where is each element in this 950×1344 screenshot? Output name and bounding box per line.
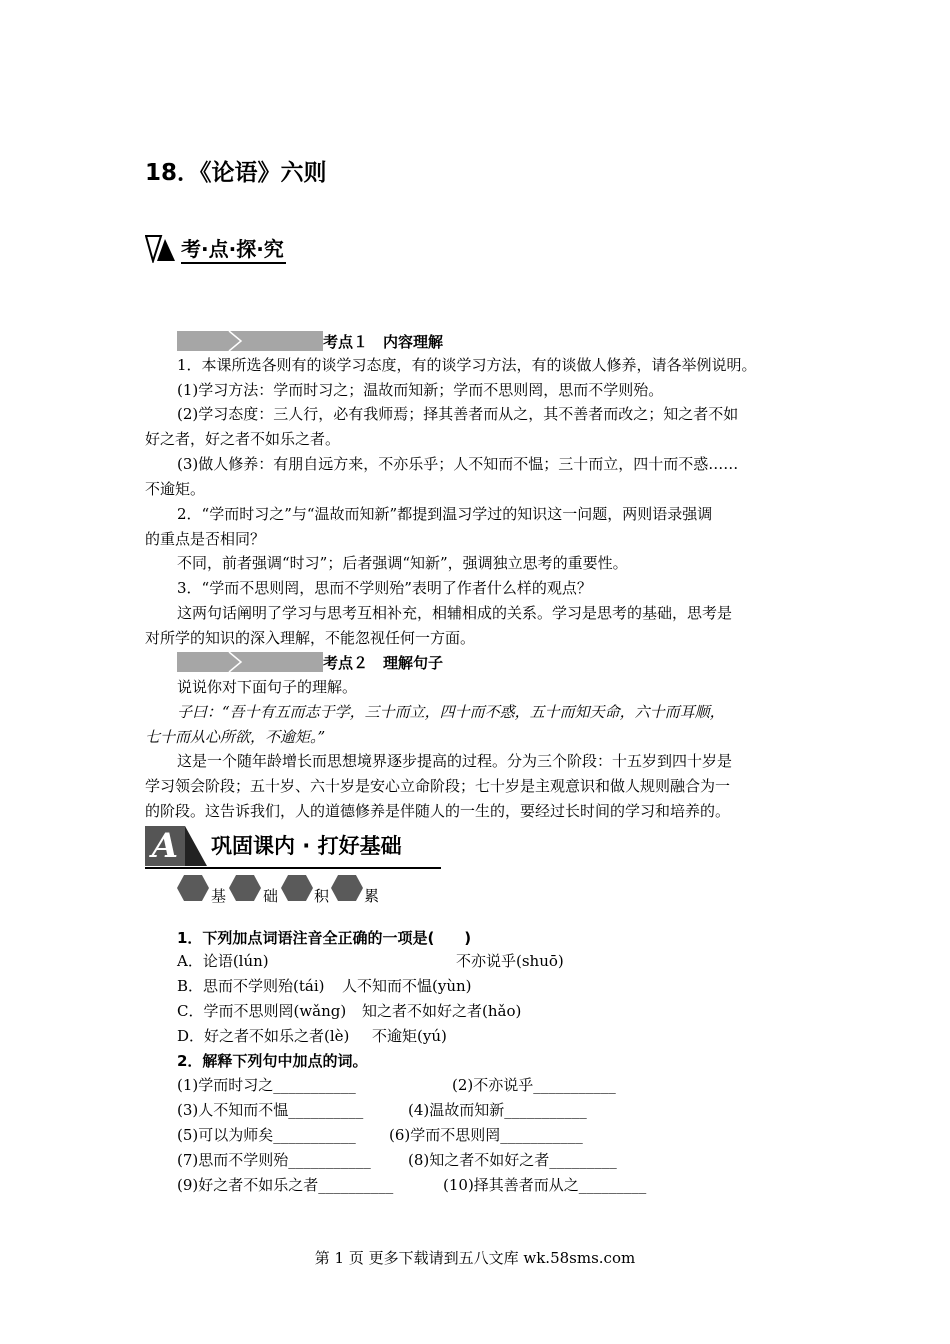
fill-item: (7)思而不学则殆___________ [177, 1151, 371, 1169]
text-line: 这是一个随年龄增长而思想境界逐步提高的过程。分为三个阶段：十五岁到四十岁是 [177, 752, 733, 770]
fill-item: (1)学而时习之___________ [177, 1076, 356, 1094]
text-line: 这两句话阐明了学习与思考互相补充，相辅相成的关系。学习是思考的基础，思考是 [177, 604, 733, 622]
fill-item: (6)学而不思则罔___________ [389, 1126, 583, 1144]
question-1-stem: 1．下列加点词语注音全正确的一项是( ) [177, 929, 472, 947]
option-c-2: 知之者不如好之者(hǎo) [362, 1002, 522, 1020]
arrow-icon [185, 826, 207, 866]
section-a-title: 巩固课内 · 打好基础 [211, 834, 402, 858]
chevron-right-icon [177, 331, 323, 351]
section-a-header [145, 826, 441, 868]
section-title: 考·点·探·究 [181, 233, 286, 264]
text-line: 2．“学而时习之”与“温故而知新”都提到温习学过的知识这一问题，两则语录强调 [177, 505, 713, 523]
text-line: 不同，前者强调“时习”；后者强调“知新”，强调独立思考的重要性。 [177, 554, 628, 572]
fill-item: (3)人不知而不愠__________ [177, 1101, 364, 1119]
text-line: 的阶段。这告诉我们，人的道德修养是伴随人的一生的，要经过长时间的学习和培养的。 [145, 802, 731, 820]
option-b-2: 人不知而不愠(yùn) [342, 977, 472, 995]
hexagon-icon [177, 875, 209, 901]
divider [145, 867, 441, 869]
text-line: 对所学的知识的深入理解，不能忽视任何一方面。 [145, 629, 476, 647]
jichu-char: 积 [314, 887, 330, 905]
triangle-logo-icon [145, 235, 179, 263]
page-footer: 第 1 页 更多下载请到五八文库 wk.58sms.com [314, 1249, 636, 1267]
jichu-char: 基 [211, 887, 227, 905]
kaodian-bar [177, 331, 323, 351]
option-b: B．思而不学则殆(tái) [177, 977, 325, 995]
fill-item: (4)温故而知新___________ [408, 1101, 587, 1119]
text-line: 不逾矩。 [145, 480, 206, 498]
text-line: (3)做人修养：有朋自远方来，不亦乐乎；人不知而不愠；三十而立，四十而不惑…… [177, 455, 739, 473]
option-a: A．论语(lún) [177, 952, 269, 970]
option-d-2: 不逾矩(yú) [372, 1027, 447, 1045]
option-a-2: 不亦说乎(shuō) [456, 952, 564, 970]
text-line: (2)学习态度：三人行，必有我师焉；择其善者而从之，其不善者而改之；知之者不如 [177, 405, 739, 423]
text-line: (1)学习方法：学而时习之；温故而知新；学而不思则罔，思而不学则殆。 [177, 381, 664, 399]
text-line: 的重点是否相同？ [145, 530, 266, 548]
fill-item: (2)不亦说乎___________ [452, 1076, 616, 1094]
fill-item: (5)可以为师矣___________ [177, 1126, 356, 1144]
hexagon-icon [229, 875, 261, 901]
quote-line: 子曰：“吾十有五而志于学，三十而立，四十而不惑，五十而知天命，六十而耳顺， [177, 703, 725, 721]
option-c: C．学而不思则罔(wǎng) [177, 1002, 347, 1020]
text-line: 说说你对下面句子的理解。 [177, 678, 358, 696]
kaodian-bar [177, 652, 323, 672]
fill-item: (8)知之者不如好之者_________ [408, 1151, 617, 1169]
fill-item: (9)好之者不如乐之者__________ [177, 1176, 394, 1194]
hexagon-icon [281, 875, 313, 901]
fill-item: (10)择其善者而从之_________ [443, 1176, 647, 1194]
text-line: 学习领会阶段；五十岁、六十岁是安心立命阶段；七十岁是主观意识和做人规则融合为一 [145, 777, 731, 795]
text-line: 好之者，好之者不如乐之者。 [145, 430, 341, 448]
text-line: 1．本课所选各则有的谈学习态度，有的谈学习方法，有的谈做人修养，请各举例说明。 [177, 356, 757, 374]
jichu-char: 累 [364, 887, 380, 905]
quote-line: 七十而从心所欲，不逾矩。” [145, 728, 326, 746]
hexagon-icon [331, 875, 363, 901]
option-d: D．好之者不如乐之者(lè) [177, 1027, 350, 1045]
section-a-letter: A [145, 826, 185, 866]
chevron-right-icon [177, 652, 323, 672]
kaodian-1-label: 考点１ 内容理解 [323, 333, 444, 351]
question-2-stem: 2．解释下列句中加点的词。 [177, 1052, 368, 1070]
text-line: 3．“学而不思则罔，思而不学则殆”表明了作者什么样的观点？ [177, 579, 592, 597]
kaodian-2-label: 考点２ 理解句子 [323, 654, 444, 672]
page-title: 18．《论语》六则 [145, 160, 327, 186]
jichu-char: 础 [263, 887, 279, 905]
